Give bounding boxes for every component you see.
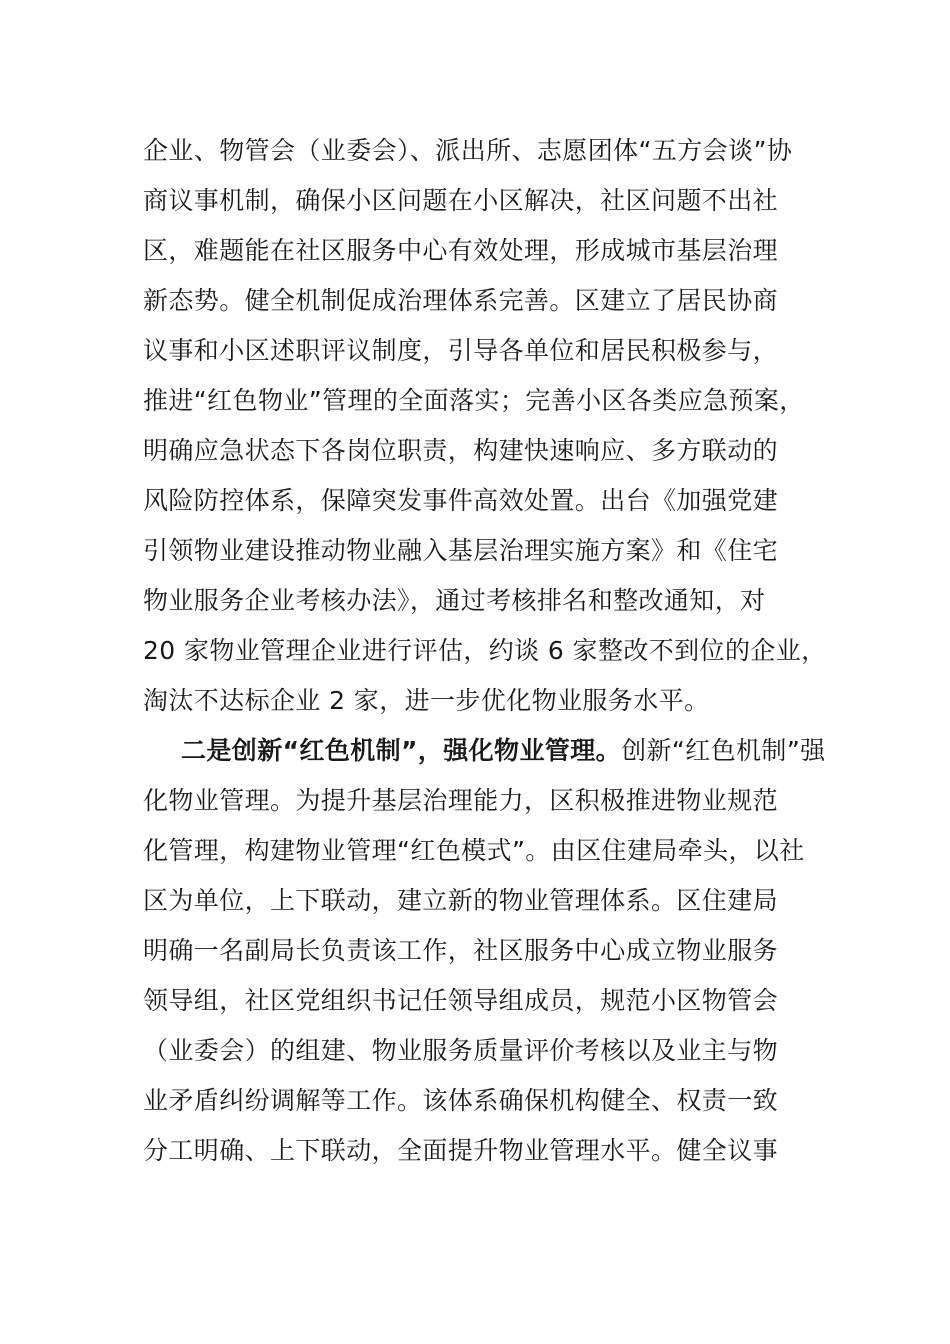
paragraph-2-first-line: [143, 726, 843, 776]
heading-line-continuation: 创新“红色机制”强: [621, 736, 826, 765]
text-line: 业矛盾纠纷调解等工作。该体系确保机构健全、权责一致: [143, 1086, 779, 1115]
document-body: [143, 126, 843, 1176]
text-line: 议事和小区述职评议制度，引导各单位和居民积极参与，: [143, 336, 779, 365]
paragraph-1: [143, 126, 843, 726]
text-line: 分工明确、上下联动，全面提升物业管理水平。健全议事: [143, 1136, 779, 1165]
text-line: 明确一名副局长负责该工作，社区服务中心成立物业服务: [143, 936, 779, 965]
text-line: 企业、物管会（业委会）、派出所、志愿团体“五方会谈”协: [143, 136, 793, 165]
text-line: 化管理，构建物业管理“红色模式”。由区住建局牵头，以社: [143, 836, 805, 865]
text-line: 20 家物业管理企业进行评估，约谈 6 家整改不到位的企业，: [143, 636, 827, 665]
text-line: 风险防控体系，保障突发事件高效处置。出台《加强党建: [143, 486, 779, 515]
text-line: 区为单位，上下联动，建立新的物业管理体系。区住建局: [143, 886, 779, 915]
text-line: 明确应急状态下各岗位职责，构建快速响应、多方联动的: [143, 436, 779, 465]
paragraph-2: [143, 726, 843, 1176]
text-line: 化物业管理。为提升基层治理能力，区积极推进物业规范: [143, 786, 779, 815]
text-line: 区，难题能在社区服务中心有效处理，形成城市基层治理: [143, 236, 779, 265]
text-line: 物业服务企业考核办法》，通过考核排名和整改通知，对: [143, 586, 766, 615]
text-line: 引领物业建设推动物业融入基层治理实施方案》和《住宅: [143, 536, 779, 565]
text-line: 领导组，社区党组织书记任领导组成员，规范小区物管会: [143, 986, 779, 1015]
text-line: 商议事机制，确保小区问题在小区解决，社区问题不出社: [143, 186, 779, 215]
section-heading: 二是创新“红色机制”，强化物业管理。: [181, 736, 622, 765]
text-line: 新态势。健全机制促成治理体系完善。区建立了居民协商: [143, 286, 779, 315]
text-line: 淘汰不达标企业 2 家，进一步优化物业服务水平。: [143, 686, 710, 715]
text-line: （业委会）的组建、物业服务质量评价考核以及业主与物: [143, 1036, 779, 1065]
text-line: 推进“红色物业”管理的全面落实；完善小区各类应急预案，: [143, 386, 805, 415]
